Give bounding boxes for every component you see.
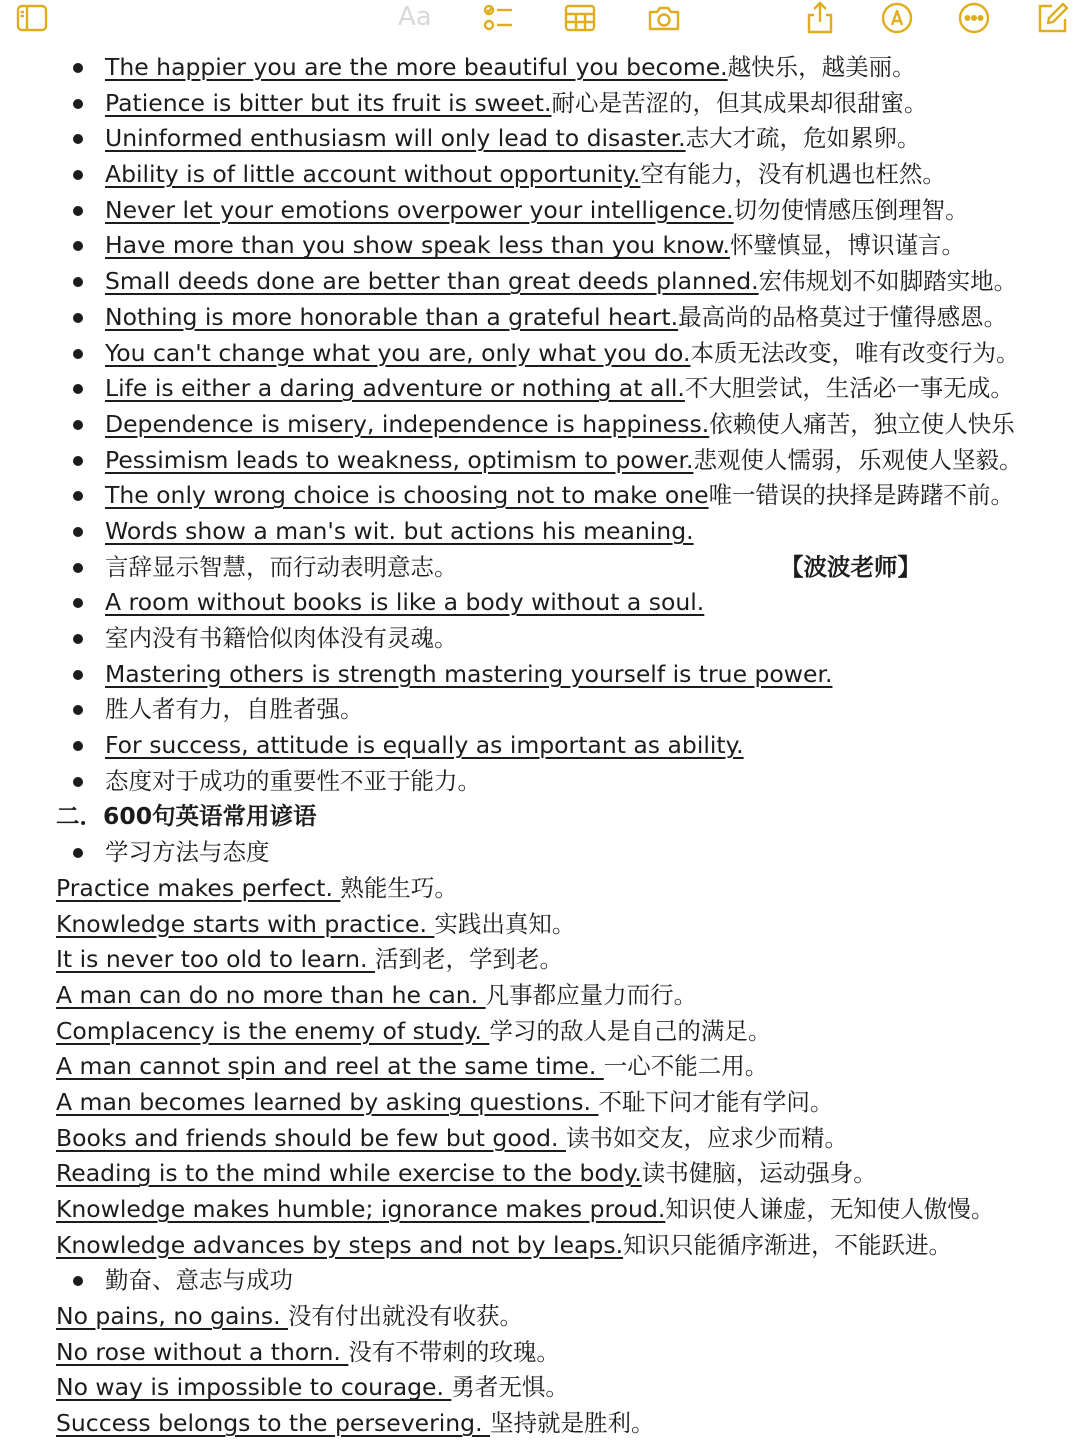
proverb-en: A man can do no more than he can.: [56, 980, 486, 1009]
proverb-en: A man cannot spin and reel at the same time.: [56, 1052, 604, 1081]
quote-en: Have more than you show speak less than you know.: [105, 231, 730, 260]
list-item: [0, 407, 1080, 443]
group-title: 学习方法与态度: [0, 835, 1080, 871]
proverb-en: Success belongs to the persevering.: [56, 1409, 491, 1438]
proverb-zh: 学习的敌人是自己的满足。: [489, 1016, 772, 1045]
list-item: [0, 193, 1080, 229]
proverb-zh: 实践出真知。: [434, 909, 576, 938]
quote-zh: 悲观使人懦弱，乐观使人坚毅。: [693, 445, 1023, 474]
proverb-zh: 活到老，学到老。: [374, 945, 563, 974]
proverb-line: [0, 978, 1080, 1014]
proverb-zh: 坚持就是胜利。: [490, 1409, 655, 1438]
proverb-line: [0, 1156, 1080, 1192]
quote-en: The happier you are the more beautiful you become.: [105, 53, 728, 81]
proverb-line: [0, 907, 1080, 943]
proverb-en: No pains, no gains.: [56, 1302, 289, 1331]
quote-en: Nothing is more honorable than a grateful heart.: [105, 302, 679, 331]
quote-en: The only wrong choice is choosing not to make one: [105, 481, 709, 510]
proverb-zh: 读书健脑，运动强身。: [641, 1159, 877, 1188]
proverb-line: [0, 1014, 1080, 1050]
list-item: [0, 300, 1080, 336]
proverb-line: [0, 942, 1080, 978]
proverb-zh: 知识只能循序渐进，不能跃进。: [623, 1230, 953, 1259]
quote-en: Patience is bitter but its fruit is sweet.: [105, 88, 552, 117]
proverb-en: Knowledge starts with practice.: [56, 909, 435, 938]
sidebar-icon[interactable]: [12, 0, 52, 36]
list-item: [0, 50, 1080, 86]
quote-zh: 本质无法改变，唯有改变行为。: [690, 338, 1020, 367]
list-item: [0, 764, 1080, 800]
proverb-zh: 勇者无惧。: [451, 1373, 569, 1402]
list-item: [0, 228, 1080, 264]
author-badge: 【波波老师】: [780, 552, 921, 581]
quote-en: You can't change what you are, only what you do.: [105, 338, 691, 367]
proverb-en: Knowledge advances by steps and not by leaps.: [56, 1230, 624, 1259]
list-item: [0, 121, 1080, 157]
list-item: [0, 621, 1080, 657]
proverb-en: Reading is to the mind while exercise to the body.: [56, 1159, 642, 1188]
proverb-line: [0, 1299, 1080, 1335]
proverb-line: [0, 1370, 1080, 1406]
list-item: [0, 692, 1080, 728]
proverb-en: It is never too old to learn.: [56, 945, 375, 974]
list-item: [0, 514, 1080, 550]
proverb-en: No way is impossible to courage.: [56, 1373, 452, 1402]
camera-icon[interactable]: [644, 0, 684, 36]
quote-zh: 越快乐，越美丽。: [727, 53, 916, 81]
section-heading: 二．600句英语常用谚语: [56, 802, 317, 831]
list-item: [0, 728, 1080, 764]
quote-zh: 怀璧慎显，博识谨言。: [729, 231, 965, 260]
proverb-en: Knowledge makes humble; ignorance makes proud.: [56, 1195, 666, 1223]
quote-zh: 胜人者有力，自胜者强。: [105, 695, 364, 724]
quote-zh: 最高尚的品格莫过于懂得感恩。: [678, 302, 1008, 331]
proverb-zh: 知识使人谦虚，无知使人傲慢。: [665, 1195, 995, 1223]
quote-en: For success, attitude is equally as important as ability.: [105, 731, 744, 760]
format-text-button[interactable]: Aa: [398, 2, 432, 32]
proverb-en: Practice makes perfect.: [56, 873, 341, 902]
share-icon[interactable]: [800, 0, 840, 36]
quote-zh: 唯一错误的抉择是踌躇不前。: [708, 481, 1015, 510]
quote-en: Words show a man's wit. but actions his meaning.: [105, 516, 694, 545]
list-item: [0, 157, 1080, 193]
quote-en: Never let your emotions overpower your intelligence.: [105, 195, 734, 224]
quote-zh: 依赖使人痛苦，独立使人快乐: [709, 409, 1015, 438]
proverb-en: A man becomes learned by asking questions.: [56, 1087, 599, 1116]
proverb-line: [0, 1121, 1080, 1157]
proverb-zh: 一心不能二用。: [603, 1052, 769, 1081]
list-item: [0, 478, 1080, 514]
more-icon[interactable]: [954, 0, 994, 36]
proverb-line: [0, 1049, 1080, 1085]
proverb-line: [0, 1192, 1080, 1228]
markup-pen-icon[interactable]: [877, 0, 917, 36]
quote-en: Dependence is misery, independence is happiness.: [105, 409, 710, 438]
list-item: [0, 585, 1080, 621]
quote-zh: 切勿使情感压倒理智。: [733, 195, 969, 224]
proverb-zh: 读书如交友，应求少而精。: [565, 1123, 848, 1152]
list-item: [0, 86, 1080, 122]
notes-toolbar: [0, 0, 1080, 40]
quote-en: Mastering others is strength mastering yourself is true power.: [105, 659, 833, 688]
proverb-zh: 不耻下问才能有学问。: [598, 1087, 834, 1116]
quote-en: Pessimism leads to weakness, optimism to power.: [105, 445, 694, 474]
list-item: [0, 550, 1080, 586]
proverb-en: Books and friends should be few but good.: [56, 1123, 566, 1152]
quote-en: Ability is of little account without opportunity.: [105, 160, 641, 189]
proverb-line: [0, 1085, 1080, 1121]
group-title: 勤奋、意志与成功: [0, 1263, 1080, 1299]
list-item: [0, 657, 1080, 693]
quote-zh: 言辞显示智慧，而行动表明意志。: [105, 552, 458, 581]
quote-zh: 不大胆尝试，生活必一事无成。: [684, 374, 1014, 403]
proverb-zh: 凡事都应量力而行。: [485, 980, 698, 1009]
proverb-line: [0, 1335, 1080, 1371]
quote-en: Small deeds done are better than great deeds planned.: [105, 267, 759, 296]
list-item: [0, 336, 1080, 372]
quote-en: Life is either a daring adventure or nothing at all.: [105, 374, 685, 403]
quote-en: Uninformed enthusiasm will only lead to disaster.: [105, 124, 686, 153]
quote-zh: 志大才疏，危如累卵。: [685, 124, 921, 153]
checklist-icon[interactable]: [478, 0, 518, 36]
proverb-zh: 没有付出就没有收获。: [288, 1302, 524, 1331]
table-icon[interactable]: [560, 0, 600, 36]
proverb-line: [0, 1406, 1080, 1442]
proverb-zh: 熟能生巧。: [340, 873, 458, 902]
quote-en: A room without books is like a body without a soul.: [105, 588, 705, 617]
list-item: [0, 443, 1080, 479]
quote-zh: 耐心是苦涩的，但其成果却很甜蜜。: [551, 88, 928, 117]
proverb-line: [0, 871, 1080, 907]
quote-zh: 态度对于成功的重要性不亚于能力。: [105, 766, 481, 795]
proverb-en: Complacency is the enemy of study.: [56, 1016, 490, 1045]
proverb-line: [0, 1228, 1080, 1264]
list-item: [0, 371, 1080, 407]
quote-zh: 空有能力，没有机遇也枉然。: [640, 160, 946, 189]
quote-zh: 室内没有书籍恰似肉体没有灵魂。: [105, 624, 458, 652]
quote-zh: 宏伟规划不如脚踏实地。: [758, 267, 1018, 296]
list-item: [0, 264, 1080, 300]
proverb-en: No rose without a thorn.: [56, 1337, 349, 1366]
note-body[interactable]: [0, 50, 1080, 1442]
proverb-zh: 没有不带刺的玫瑰。: [348, 1337, 560, 1366]
compose-icon[interactable]: [1032, 0, 1072, 36]
